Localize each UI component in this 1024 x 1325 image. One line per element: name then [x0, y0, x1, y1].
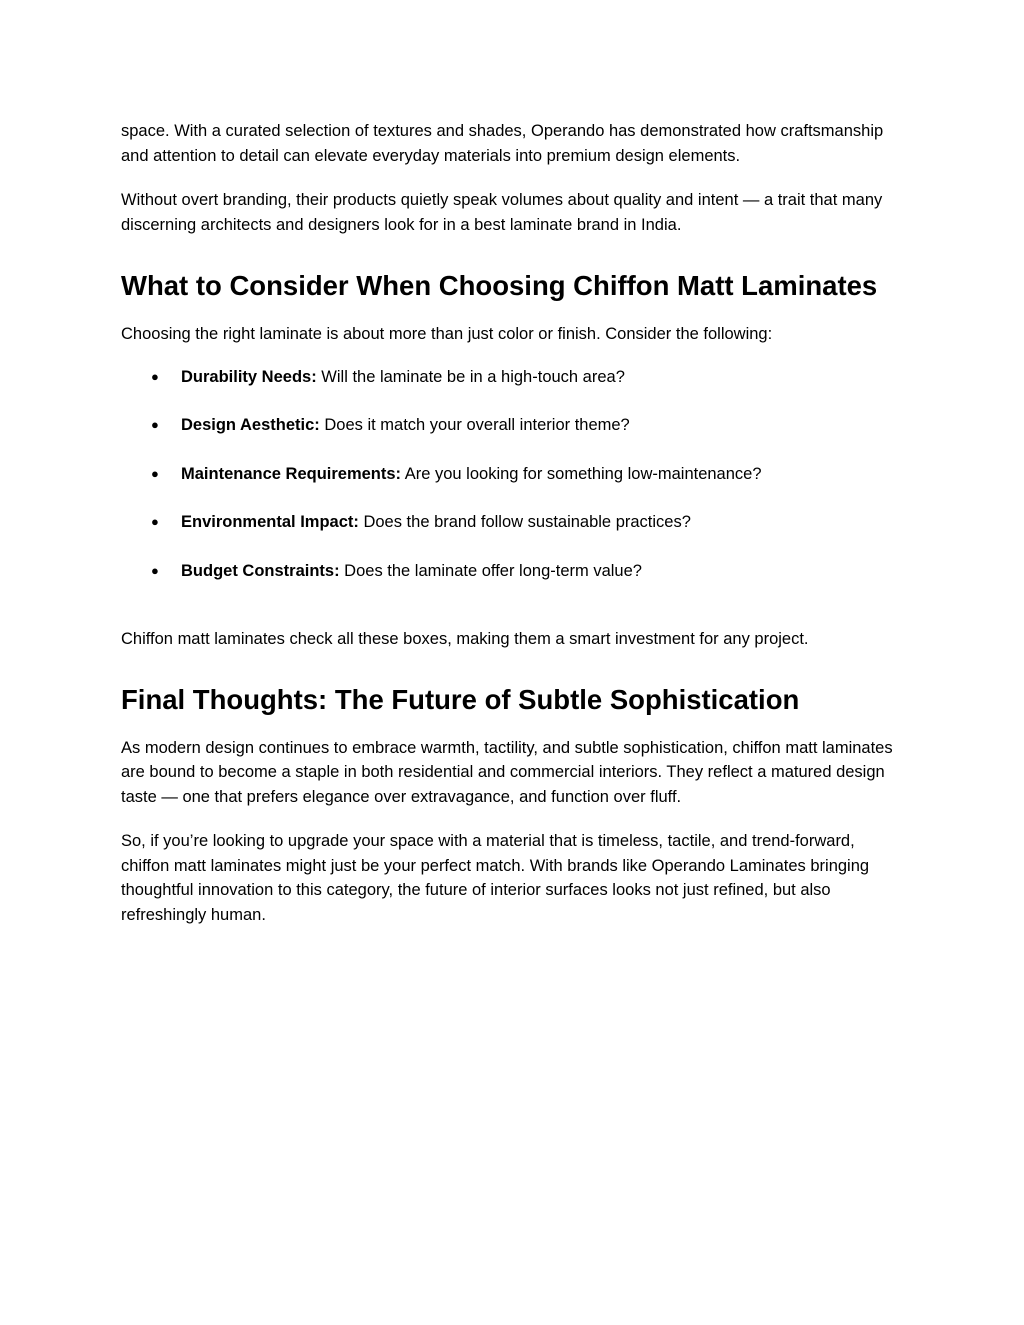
list-item-label: Budget Constraints: [181, 561, 340, 580]
bullet-icon: ● [151, 514, 159, 529]
heading-final-thoughts: Final Thoughts: The Future of Subtle Sophistication [121, 683, 800, 715]
list-item-text: Does the brand follow sustainable practices? [358, 513, 691, 531]
document-page [121, 119, 907, 927]
list-item-label: Design Aesthetic: [181, 416, 320, 434]
heading-what-to-consider: What to Consider When Choosing Chiffon Matt Laminates [121, 270, 878, 301]
list-item-label: Durability Needs: [181, 367, 317, 386]
bullet-icon: ● [151, 417, 159, 432]
list-item [121, 413, 907, 438]
list-item [121, 462, 907, 487]
bullet-icon: ● [151, 465, 159, 481]
bullet-icon: ● [151, 368, 159, 384]
paragraph-intro: Choosing the right laminate is about more than just color or finish. Consider the following: [121, 325, 773, 343]
list-item-text: Does the laminate offer long-term value? [339, 561, 642, 580]
considerations-list [121, 365, 907, 584]
paragraph-space: space. With a curated selection of textures and shades, Operando has demonstrated how craftsmanship and attention to detail can elevate everyday materials into premium design elements. [121, 122, 884, 165]
paragraph-branding: Without overt branding, their products quietly speak volumes about quality and intent — a trait that many discerning architects and designers look for in a best laminate brand in India. [121, 191, 883, 234]
list-item-text: Will the laminate be in a high-touch area? [316, 367, 625, 386]
paragraph-final-1: As modern design continues to embrace warmth, tactility, and subtle sophistication, chiffon matt laminates are bound to become a staple in both residential and commercial interiors. They reflect a matured design taste — one that prefers elegance over extravagance, and function over fluff. [121, 738, 893, 806]
list-item-text: Does it match your overall interior theme? [319, 416, 630, 434]
paragraph-final-2: So, if you’re looking to upgrade your space with a material that is timeless, tactile, and trend-forward, chiffon matt laminates might just be your perfect match. With brands like Operando Laminates bringing thoughtful innovation to this category, the future of interior surfaces looks not just refined, but also refreshingly human. [121, 832, 870, 924]
list-item [121, 365, 907, 390]
list-item-label: Environmental Impact: [181, 513, 359, 531]
list-item-text: Are you looking for something low-maintenance? [401, 464, 762, 483]
list-item [121, 510, 907, 535]
paragraph-check: Chiffon matt laminates check all these boxes, making them a smart investment for any project. [121, 630, 809, 648]
list-item [121, 559, 907, 584]
list-item-label: Maintenance Requirements: [181, 464, 402, 483]
bullet-icon: ● [151, 562, 159, 578]
